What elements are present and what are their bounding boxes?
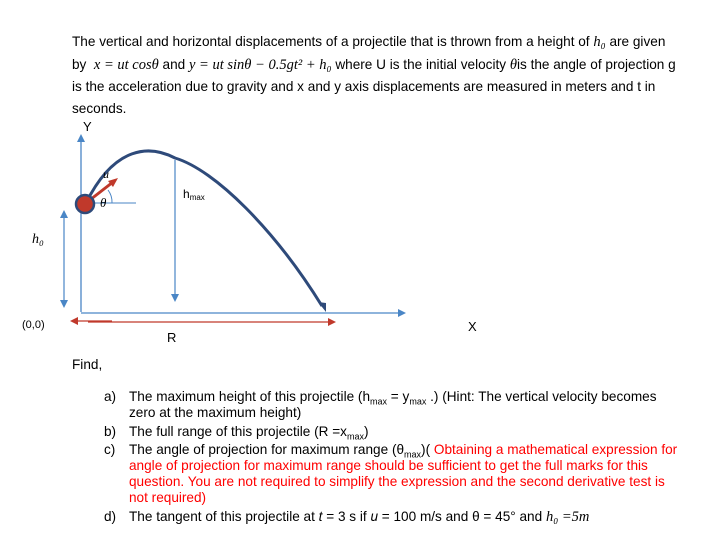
- question-c: [104, 442, 684, 505]
- range-arrowhead-left: [70, 317, 78, 325]
- question-c-text-1: The angle of projection for maximum range (θ: [129, 442, 405, 458]
- question-a: [104, 389, 684, 421]
- y-axis-label: Y: [83, 119, 92, 134]
- question-d-t: t: [318, 508, 323, 524]
- question-d-u: u: [370, 508, 378, 524]
- question-d-text-2: = 3 s if: [322, 508, 371, 524]
- question-a-label: a): [104, 389, 117, 404]
- question-a-sub-1: max: [370, 396, 388, 407]
- question-d-text-1: The tangent of this projectile at: [129, 508, 319, 524]
- hmax-label: [183, 187, 205, 202]
- question-c-sub: max: [404, 450, 422, 461]
- origin-label: (0,0): [22, 319, 45, 331]
- question-d: [104, 509, 684, 526]
- theta-label: θ: [100, 195, 107, 210]
- range-label: R: [167, 330, 177, 345]
- question-b-label: b): [104, 423, 117, 439]
- theta-symbol: θ: [509, 56, 517, 73]
- y-equation: y = ut sinθ − 0.5gt² + h₀: [189, 56, 332, 73]
- h0-label: h₀: [32, 232, 44, 247]
- question-d-h0: h₀ =5m: [545, 508, 590, 525]
- angle-arc: [108, 190, 112, 203]
- question-c-note: Obtaining a mathematical expression for angle of projection for maximum range should be sufficient to get the full marks for this question. You are not required to simplify the expression and the second derivative test is not required): [129, 442, 678, 505]
- x-axis-label: X: [468, 319, 477, 334]
- intro-text-1: The vertical and horizontal displacements of a projectile that is thrown from a height of: [72, 34, 590, 49]
- intro-text-4: is the angle of projection g is the acceleration due to gravity and x and y axis displacements are measured in meters and t in seconds.: [72, 56, 676, 116]
- question-a-text-1: The maximum height of this projectile (h: [129, 389, 371, 404]
- find-label: Find,: [72, 357, 103, 372]
- question-b-text-1: The full range of this projectile (R =x: [129, 423, 347, 439]
- h0-arrowhead-down: [60, 300, 68, 308]
- trajectory-curve: [86, 151, 322, 306]
- projectile-ball: [76, 195, 94, 213]
- x-equation: x = ut cosθ: [93, 56, 159, 73]
- h0-arrowhead-up: [60, 210, 68, 218]
- question-list: [104, 389, 684, 528]
- question-d-text-3: = 100 m/s and θ = 45° and: [378, 508, 546, 524]
- question-c-label: c): [104, 442, 116, 458]
- intro-text-3: where U is the initial velocity: [335, 56, 507, 72]
- h0-symbol: h₀: [593, 34, 606, 50]
- question-a-sub-2: max: [409, 396, 427, 407]
- intro-and: and: [162, 56, 186, 72]
- question-b-text-2: ): [364, 423, 369, 439]
- question-b-sub: max: [346, 431, 364, 442]
- question-b: [104, 424, 684, 440]
- hmax-sub: max: [189, 193, 205, 202]
- hmax-h: h: [183, 187, 190, 201]
- question-d-label: d): [104, 508, 117, 524]
- question-c-text-2: )(: [421, 442, 431, 458]
- intro-text-2: are given by: [72, 34, 666, 72]
- trajectory-end: [318, 302, 326, 312]
- u-label: u: [103, 167, 109, 181]
- range-arrowhead-right: [328, 318, 336, 326]
- hmax-arrowhead: [171, 294, 179, 302]
- question-a-text-2: = y: [387, 389, 410, 404]
- question-a-text-3: .) (Hint: The vertical velocity becomes zero at the maximum height): [129, 389, 657, 420]
